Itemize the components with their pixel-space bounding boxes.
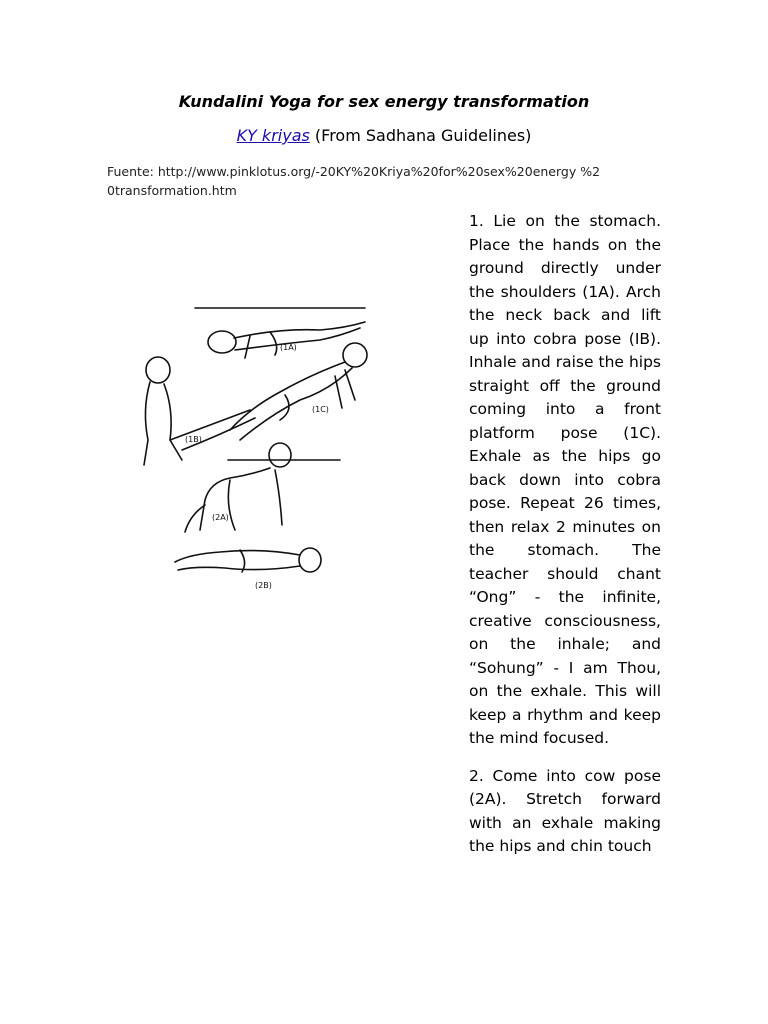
source-url: Fuente: http://www.pinklotus.org/-20KY%20Kriya%20for%20sex%20energy %20transformation.htm xyxy=(107,164,601,198)
label-1c: (1C) xyxy=(312,405,329,414)
ky-kriyas-link[interactable]: KY kriyas xyxy=(236,126,310,145)
paragraph-step-2: 2. Come into cow pose (2A). Stretch forward with an exhale making the hips and chin touch xyxy=(469,766,661,855)
subtitle-text: (From Sadhana Guidelines) xyxy=(309,126,532,145)
label-1b: (1B) xyxy=(185,435,202,444)
yoga-illustration xyxy=(130,300,380,600)
instructions-column xyxy=(469,210,661,873)
page-subtitle xyxy=(0,124,768,148)
yoga-poses-drawing xyxy=(130,300,380,600)
label-2b: (2B) xyxy=(255,581,272,590)
label-2a: (2A) xyxy=(212,513,229,522)
label-1a: (1A) xyxy=(280,343,297,352)
paragraph-step-1: 1. Lie on the stomach. Place the hands on the ground directly under the shoulders (1A). Arch the neck back and lift up into cobra pose (IB). Inhale and raise the hips straight off the ground coming into a front platform pose (1C). Exhale as the hips go back down into cobra pose. Repeat 26 times, then relax 2 minutes on the stomach. The teacher should chant “Ong” - the infinite, creative consciousness, on the inhale; and “Sohung” - I am Thou, on the exhale. This will keep a rhythm and keep the mind focused. xyxy=(469,212,661,747)
page-title: Kundalini Yoga for sex energy transformation xyxy=(178,92,590,111)
